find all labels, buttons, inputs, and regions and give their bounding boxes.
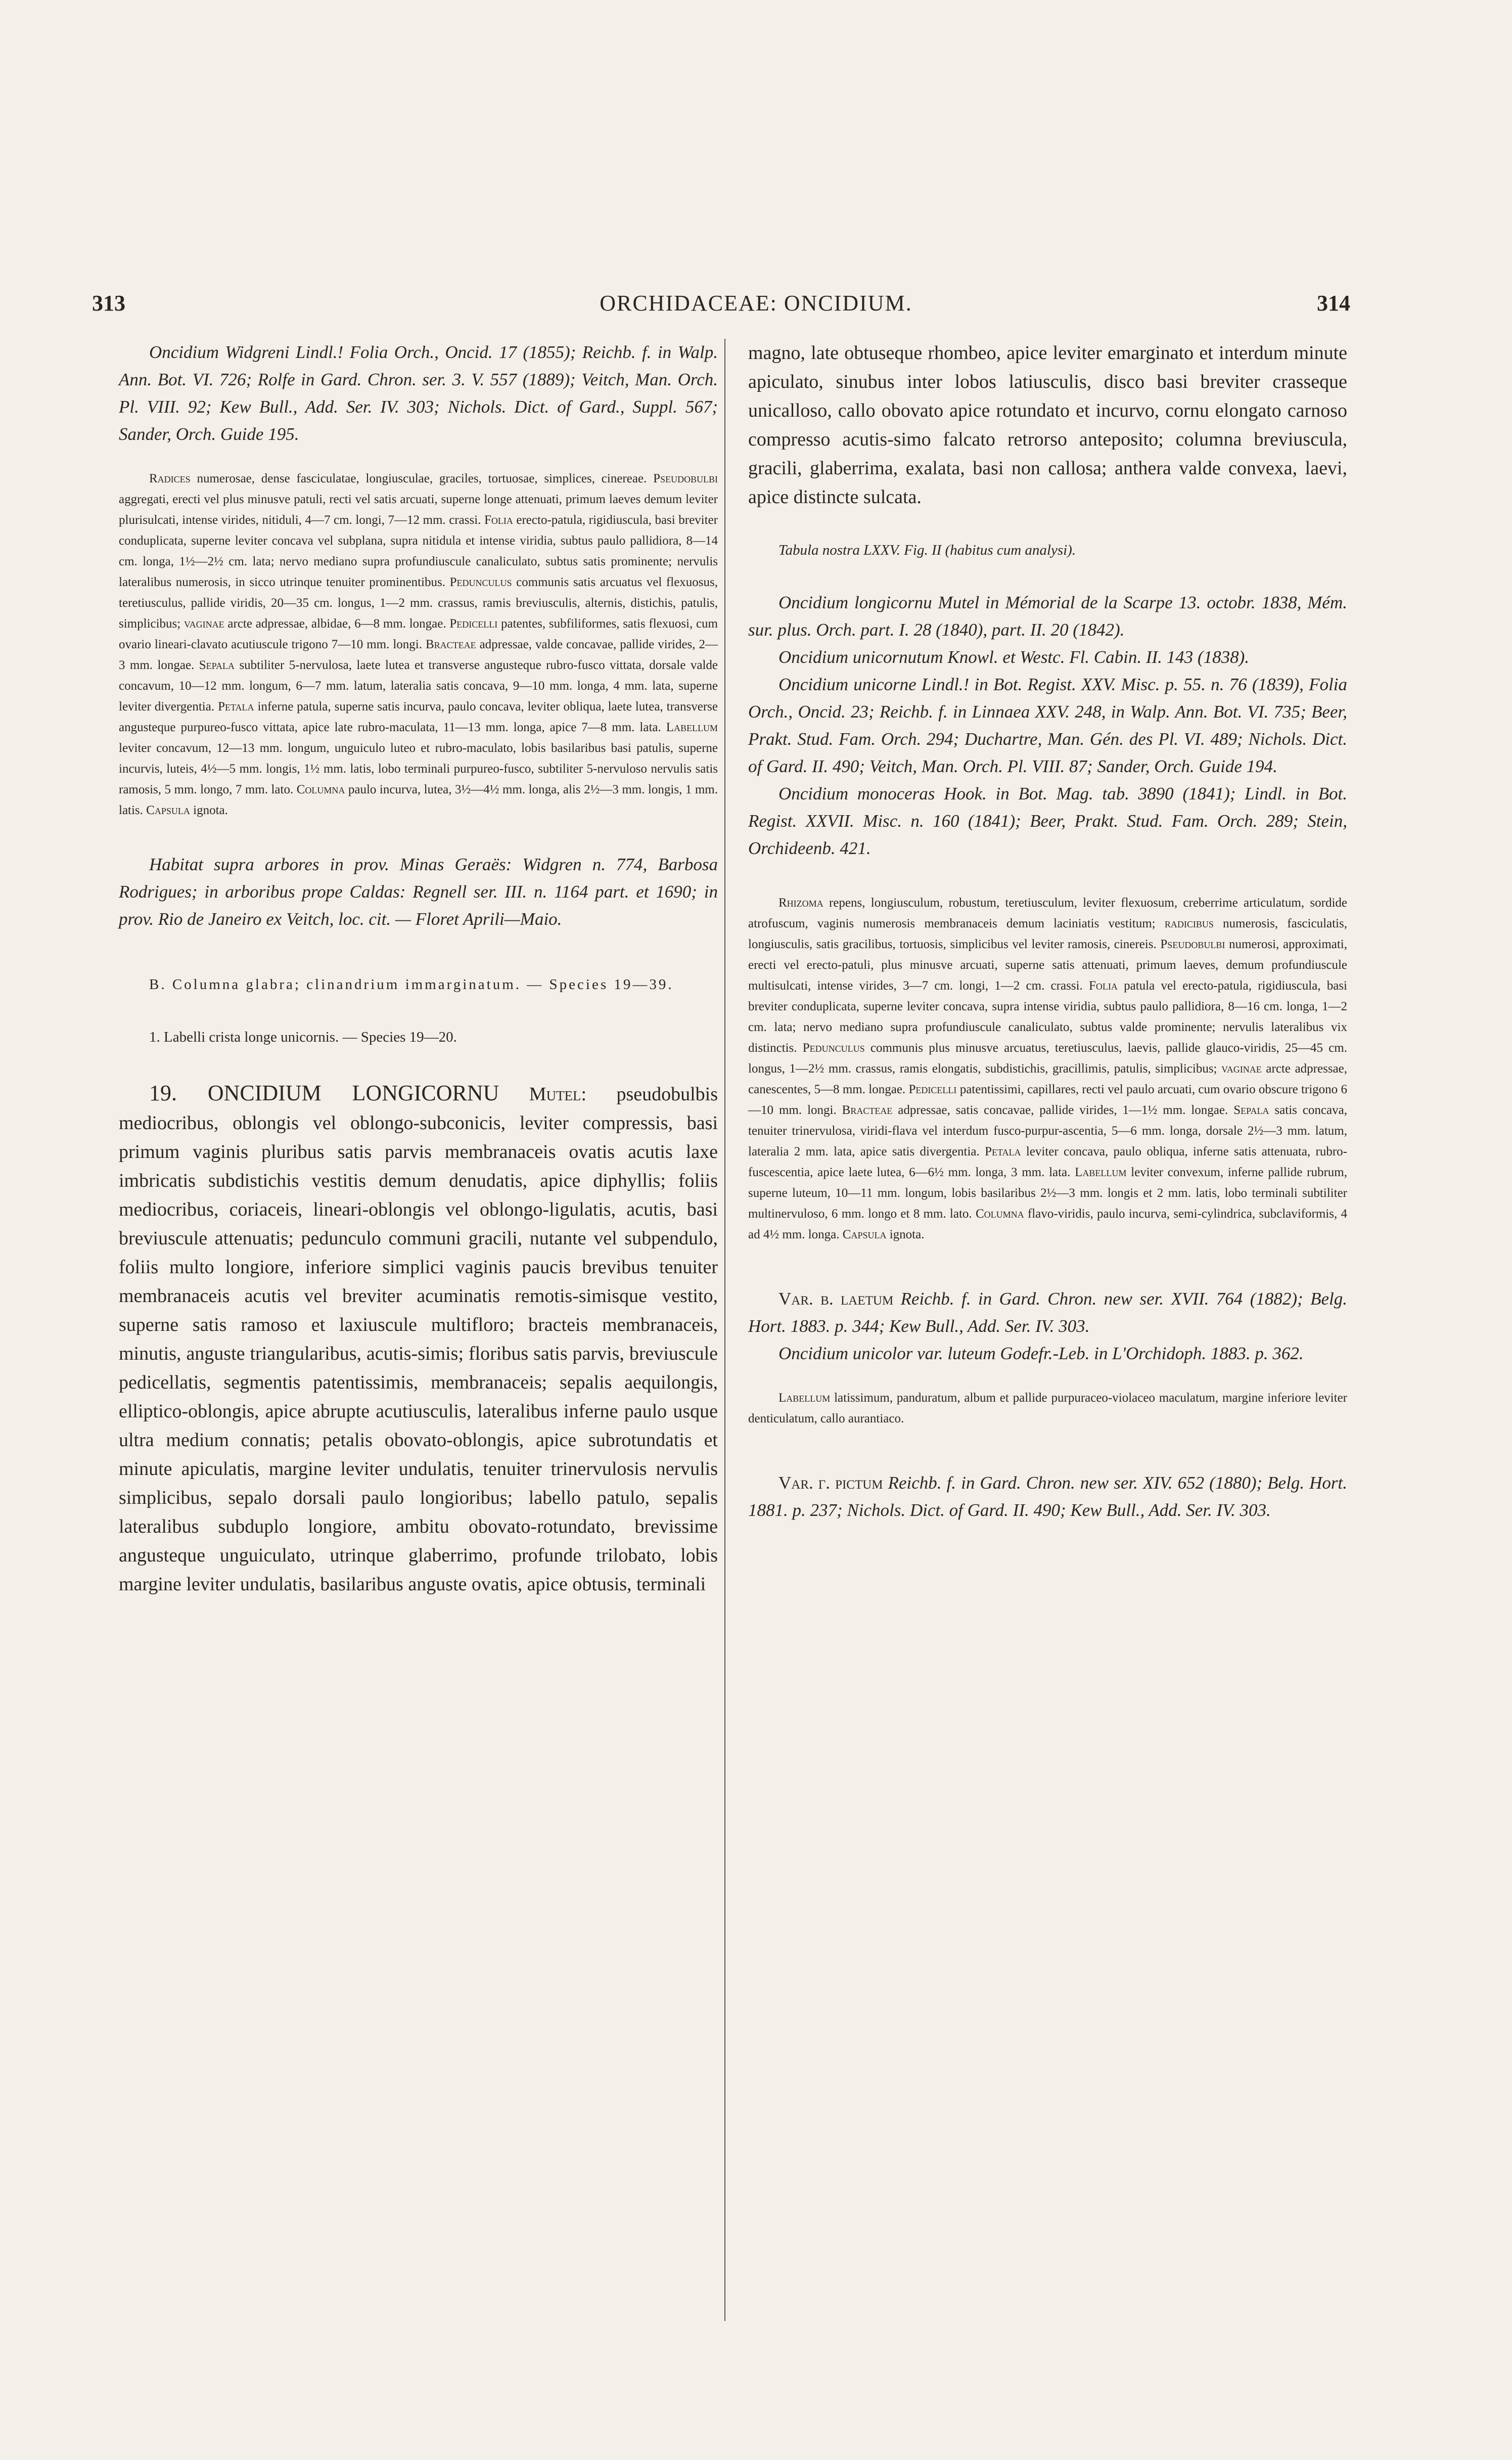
widgreni-desc-term-1: Pseudobulbi — [653, 472, 718, 485]
var-beta-desc-text: latissimum, panduratum, album et pallide purpuraceo-violaceo maculatum, margine inferiore leviter denticulatum, callo aurantiaco. — [748, 1391, 1347, 1425]
longicornu-desc-term-2: Pseudobulbi — [1160, 937, 1225, 951]
longicornu-desc-text-2: numerosi, approximati, erecti vel erecto-patuli, plus minusve arcuati, superne satis attenuati, primum laeves, demum profundiuscule multisulcati, intense virides, 3—7 cm. longi, 1—2 cm. crassi. — [748, 937, 1347, 993]
longicornu-desc-text-7: adpressae, satis concavae, pallide virides, 1—1½ mm. longae. — [892, 1103, 1234, 1117]
widgreni-desc-text-6: adpressae, valde concavae, pallide virides, 2—3 mm. longae. — [119, 638, 718, 672]
longicornu-desc-text-3: patula vel erecto-patula, rigidiuscula, basi breviter conduplicata, superne leviter concava, supra intense viridia, subtus paulo pallidiora, 8—16 cm. longa, 1—2 cm. lata; nervo mediano supra profundiuscule canaliculato, subtus valde prominente; nervulis lateralibus vix distinctis. — [748, 979, 1347, 1055]
longicornu-desc-text-11: flavo-viridis, paulo incurva, semi-cylindrica, subclaviformis, 4 ad 4½ mm. longa. — [748, 1207, 1347, 1241]
var-gamma-heading: Var. γ. pictum — [778, 1473, 883, 1493]
widgreni-citation: Oncidium Widgreni Lindl.! Folia Orch., Oncid. 17 (1855); Reichb. f. in Walp. Ann. Bot. VI. 726; Rolfe in Gard. Chron. ser. 3. V. 557 (1889); Veitch, Man. Orch. Pl. VIII. 92; Kew Bull., Add. Ser. IV. 303; Nichols. Dict. of Gard., Suppl. 567; Sander, Orch. Guide 195. — [119, 342, 718, 444]
widgreni-desc-term-8: Petala — [218, 700, 254, 713]
widgreni-desc-term-9: Labellum — [666, 721, 718, 734]
citation-longicornu: Oncidium longicornu Mutel in Mémorial de la Scarpe 13. octobr. 1838, Mém. sur. plus. Orch. part. I. 28 (1840), part. II. 20 (1842). — [748, 593, 1347, 640]
column-divider — [724, 339, 725, 2321]
longicornu-description — [748, 892, 1347, 1245]
widgreni-desc-term-10: Columna — [296, 783, 345, 796]
widgreni-desc-text-5: patentes, subfiliformes, satis flexuosi, cum ovario lineari-clavato acutiuscule trigono 7—10 mm. longi. — [119, 617, 718, 651]
longicornu-desc-text-5: arcte adpressae, canescentes, 5—8 mm. longae. — [748, 1062, 1348, 1096]
var-beta-desc-key: Labellum — [778, 1391, 831, 1405]
widgreni-habitat: Habitat supra arbores in prov. Minas Geraës: Widgren n. 774, Barbosa Rodrigues; in arboribus prope Caldas: Regnell ser. III. n. 1164 part. et 1690; in prov. Rio de Janeiro ex Veitch, loc. cit. — Floret Aprili—Maio. — [119, 855, 718, 929]
widgreni-desc-text-2: erecto-patula, rigidiuscula, basi breviter conduplicata, superne leviter concava vel subplana, supra nitidula et intense viridia, subtus paulo pallidiora, 8—14 cm. longa, 1½—2½ cm. lata; nervo mediano supra profundiuscule canaliculato, subtus satis prominente; nervulis lateralibus numerosis, in sicco utrinque tenuiter prominentibus. — [119, 513, 718, 589]
widgreni-desc-term-2: Folia — [484, 513, 513, 527]
widgreni-desc-text-9: leviter concavum, 12—13 mm. longum, unguiculo luteo et rubro-maculato, lobis basilaribus basi patulis, superne incurvis, luteis, 4½—5 mm. longis, 1½ mm. latis, lobo terminali purpureo-fusco, subtiliter 5-nervuloso nervulis satis ramosis, 5 mm. longo, 7 mm. lato. — [119, 741, 718, 796]
longicornu-desc-term-5: vaginae — [1221, 1062, 1262, 1076]
longicornu-desc-text-10: leviter convexum, inferne pallide rubrum, superne luteum, 10—11 mm. longum, lobis basilaribus 2½—3 mm. longis et 2 mm. latis, lobo terminali subtiliter multinervuloso, 6 mm. longo et 8 mm. lato. — [748, 1166, 1347, 1221]
widgreni-desc-text-11: ignota. — [190, 803, 228, 817]
longicornu-desc-term-0: Rhizoma — [778, 896, 823, 910]
widgreni-desc-term-6: Bracteae — [425, 638, 476, 651]
left-column — [119, 339, 718, 1599]
longicornu-desc-term-7: Bracteae — [842, 1103, 893, 1117]
longicornu-desc-term-1: radicibus — [1164, 917, 1214, 930]
citation-unicorne: Oncidium unicorne Lindl.! in Bot. Regist. XXV. Misc. p. 55. n. 76 (1839), Folia Orch., Oncid. 23; Reichb. f. in Linnaea XXV. 248, in Walp. Ann. Bot. VI. 735; Beer, Prakt. Stud. Fam. Orch. 294; Duchartre, Man. Gén. des Pl. VI. 489; Nichols. Dict. of Gard. II. 490; Veitch, Man. Orch. Pl. VIII. 87; Sander, Orch. Guide 194. — [748, 675, 1347, 776]
widgreni-desc-text-8: inferne patula, superne satis incurva, paulo concava, leviter obliqua, laete lutea, transverse angusteque purpureo-fusco vittata, apice late rubro-maculata, 11—13 mm. longa, apice 7—8 mm. lata. — [119, 700, 718, 734]
longicornu-desc-text-1: numerosis, fasciculatis, longiusculis, satis gracilibus, tortuosis, simplicibus vel leviter ramosis, cinereis. — [748, 917, 1347, 951]
longicornu-desc-text-9: leviter concava, paulo obliqua, inferne satis attenuata, rubro-fuscescentia, apice laete lutea, 6—6½ mm. longa, 3 mm. lata. — [748, 1145, 1347, 1179]
longicornu-desc-term-10: Labellum — [1075, 1166, 1127, 1179]
species-19-text: : pseudobulbis mediocribus, oblongis vel oblongo-subconicis, leviter compressis, basi primum vaginis pluribus satis parvis membranaceis ovatis acutis laxe imbricatis subdistichis vestitis demum denudatis, apice diphyllis; foliis mediocribus, coriaceis, lineari-oblongis vel oblongo-ligulatis, acutis, basi breviuscule attenuatis; pedunculo communi gracili, nutante vel subpendulo, foliis multo longiore, inferiore simplici vaginis paucis brevibus tenuiter membranaceis acutis vel breviter acuminatis remotis-simisque vestito, superne satis ramoso et laxiuscule multifloro; bracteis membranaceis, minutis, anguste triangularibus, acutis-simis; floribus satis parvis, breviuscule pedicellatis, segmentis patentissimis, membranaceis; sepalis aequilongis, elliptico-oblongis, apice abrupte acutiusculis, lateralibus inferne paulo usque ultra medium connatis; petalis obovato-oblongis, apice subrotundatis et minute apiculatis, margine leviter undulatis, tenuiter trinervulosis nervulis simplicibus, sepalo dorsali paulo longioribus; labello patulo, sepalis lateralibus subduplo longiore, ambitu obovato-rotundato, brevissime angusteque unguiculato, utrinque glaberrimo, profunde trilobato, lobis margine leviter undulatis, basilaribus anguste ovatis, apice obtusis, terminali — [119, 1084, 718, 1595]
longicornu-desc-term-4: Pedunculus — [802, 1041, 865, 1055]
longicornu-desc-text-4: communis plus minusve arcuatus, teretiusculus, laevis, pallide glauco-viridis, 25—45 cm. longus, 1—2½ mm. crassus, ramis elongatis, subdistichis, gracillimis, patulis, simplicibus; — [748, 1041, 1347, 1076]
longicornu-desc-term-3: Folia — [1088, 979, 1118, 993]
widgreni-desc-term-5: Pedicelli — [449, 617, 498, 631]
running-title: ORCHIDACEAE: ONCIDIUM. — [600, 291, 912, 316]
var-beta-heading: Var. β. laetum — [778, 1289, 894, 1309]
widgreni-desc-text-10: paulo incurva, lutea, 3½—4½ mm. longa, alis 2½—3 mm. longis, 1 mm. latis. — [119, 783, 718, 817]
species-19-heading: 19. ONCIDIUM LONGICORNU — [149, 1081, 499, 1105]
species-19-diagnosis — [119, 1079, 718, 1599]
page-number-left: 313 — [92, 291, 125, 316]
citation-unicornutum: Oncidium unicornutum Knowl. et Westc. Fl. Cabin. II. 143 (1838). — [778, 647, 1249, 667]
widgreni-desc-text-0: numerosae, dense fasciculatae, longiusculae, graciles, tortuosae, simplices, cinereae. — [190, 472, 654, 485]
longicornu-desc-term-8: Sepala — [1233, 1103, 1269, 1117]
var-beta-description — [748, 1388, 1347, 1429]
widgreni-desc-text-3: communis satis arcuatus vel flexuosus, teretiusculus, pallide viridis, 20—35 cm. longus, 1—2 mm. crassus, ramis breviusculis, alternis, distichis, patulis, simplicibus; — [119, 575, 718, 631]
var-beta-entry — [748, 1285, 1347, 1340]
tabula-reference: Tabula nostra LXXV. Fig. II (habitus cum analysi). — [778, 542, 1076, 558]
right-column — [748, 339, 1347, 1524]
citation-monoceras: Oncidium monoceras Hook. in Bot. Mag. tab. 3890 (1841); Lindl. in Bot. Regist. XXVII. Misc. n. 160 (1841); Beer, Prakt. Stud. Fam. Orch. 289; Stein, Orchideenb. 421. — [748, 784, 1347, 858]
var-gamma-entry — [748, 1469, 1347, 1524]
section-1-heading: 1. Labelli crista longe unicornis. — Species 19—20. — [149, 1029, 457, 1045]
longicornu-desc-text-0: repens, longiusculum, robustum, teretiusculum, leviter flexuosum, creberrime articulatum, sordide atrofuscum, vaginis numerosis membranaceis demum laciniatis vestitum; — [748, 896, 1347, 930]
widgreni-desc-term-11: Capsula — [146, 803, 190, 817]
var-beta-citation: Reichb. f. in Gard. Chron. new ser. XVII. 764 (1882); Belg. Hort. 1883. p. 344; Kew Bull., Add. Ser. IV. 303. — [748, 1289, 1347, 1336]
section-b-heading: B. Columna glabra; clinandrium immarginatum. — Species 19—39. — [149, 976, 674, 993]
var-gamma-citation: Reichb. f. in Gard. Chron. new ser. XIV. 652 (1880); Belg. Hort. 1881. p. 237; Nichols. Dict. of Gard. II. 490; Kew Bull., Add. Ser. IV. 303. — [748, 1473, 1347, 1520]
longicornu-desc-term-6: Pedicelli — [908, 1083, 957, 1096]
longicornu-desc-term-9: Petala — [985, 1145, 1021, 1158]
widgreni-desc-text-7: subtiliter 5-nervulosa, laete lutea et transverse angusteque rubro-fusco vittata, dorsale valde concavum, 10—12 mm. longum, 6—7 mm. latum, lateralia satis concava, 9—10 mm. longa, 4 mm. lata, superne leviter divergentia. — [119, 658, 718, 713]
longicornu-desc-text-8: satis concava, tenuiter trinervulosa, viridi-flava vel interdum fusco-purpur-ascentia, 5—6 mm. longa, dorsale 2½—3 mm. latum, lateralia 2 mm. lata, apice satis divergentia. — [748, 1103, 1347, 1158]
var-beta-synonym: Oncidium unicolor var. luteum Godefr.-Leb. in L'Orchidoph. 1883. p. 362. — [778, 1344, 1304, 1363]
widgreni-desc-term-4: vaginae — [184, 617, 224, 631]
widgreni-desc-text-4: arcte adpressae, albidae, 6—8 mm. longae. — [224, 617, 450, 631]
species-19-author: Mutel — [529, 1084, 581, 1105]
page-number-right: 314 — [1317, 291, 1350, 316]
widgreni-desc-term-0: Radices — [149, 472, 191, 485]
longicornu-desc-text-12: ignota. — [886, 1228, 925, 1241]
widgreni-description — [119, 468, 718, 821]
widgreni-desc-term-7: Sepala — [199, 658, 235, 672]
diagnosis-continuation: magno, late obtuseque rhombeo, apice leviter emarginato et interdum minute apiculato, sinubus inter lobos latiusculis, disco basi breviter crasseque unicalloso, callo obovato apice rotundato et incurvo, cornu elongato carnoso compresso acutis-simo falcato retrorso anteposito; columna breviuscula, gracili, glaberrima, exalata, basi non callosa; anthera valde convexa, laevi, apice distincte sulcata. — [748, 342, 1347, 508]
longicornu-desc-text-6: patentissimi, capillares, recti vel paulo arcuati, cum ovario obscure trigono 6—10 mm. longi. — [748, 1083, 1347, 1117]
widgreni-desc-text-1: aggregati, erecti vel plus minusve patuli, recti vel satis arcuati, superne longe attenuati, primum laeves demum leviter plurisulcati, intense virides, nitiduli, 4—7 cm. longi, 7—12 mm. crassi. — [119, 493, 718, 527]
longicornu-desc-term-11: Columna — [975, 1207, 1024, 1221]
longicornu-desc-term-12: Capsula — [842, 1228, 887, 1241]
widgreni-desc-term-3: Pedunculus — [449, 575, 512, 589]
